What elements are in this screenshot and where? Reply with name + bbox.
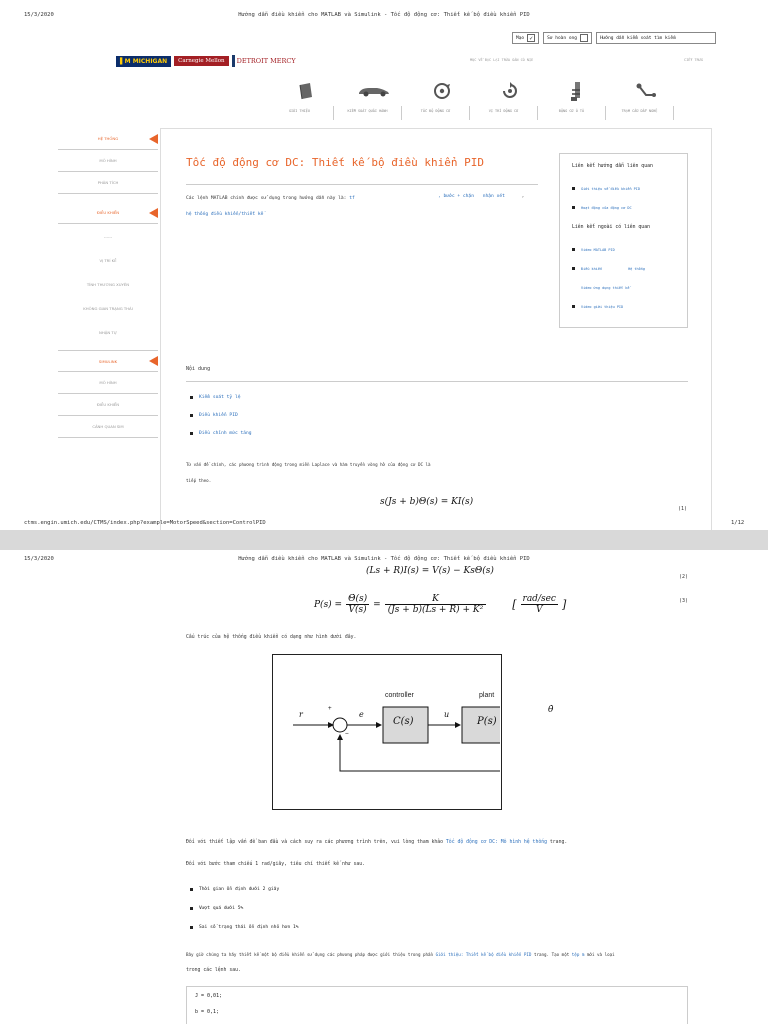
intro-line bbox=[186, 196, 355, 201]
external-link-item[interactable] bbox=[572, 278, 675, 297]
eq3-unit-den: V bbox=[535, 605, 543, 615]
eq3-frac2-num: K bbox=[385, 594, 487, 605]
pid-intro-link[interactable]: Giới thiệu: Thiết kế bộ điều khiển PID bbox=[435, 952, 532, 957]
eq3-equals: = bbox=[373, 599, 381, 610]
eq3-lhs: P(s) = bbox=[314, 599, 343, 610]
criteria-overshoot: Vượt quá dưới 5% bbox=[199, 906, 244, 911]
bullet-icon bbox=[572, 267, 575, 270]
equation-3-number: (3) bbox=[679, 598, 689, 604]
toc-item[interactable] bbox=[190, 406, 252, 424]
tab-pendulum[interactable]: TRẠM CẦU DẪY NGHỆ bbox=[606, 106, 674, 120]
tab-intro[interactable]: GIỚI THIỆU bbox=[266, 106, 334, 120]
setup-text: Đối với thiết lập vấn đề ban đầu và cách suy ra các phương trình trên, vui lòng tham khảo bbox=[186, 840, 444, 845]
top-link-a[interactable]: MỤC VỀ BẠC LẠI TRỪA GÀN CÓ NỊE bbox=[470, 58, 534, 62]
diagram-label-u: u bbox=[444, 710, 450, 719]
diagram-label-e: e bbox=[359, 710, 364, 719]
car-icon[interactable] bbox=[340, 78, 408, 104]
eq3-bracket-close: ] bbox=[561, 598, 567, 611]
sidebar-item-separator: ------ bbox=[103, 233, 113, 239]
design-text-mid: trang. Tạo một bbox=[533, 952, 570, 957]
related-heading-2: Liên kết ngoài có liên quan bbox=[572, 225, 650, 230]
bullet-icon bbox=[190, 907, 193, 910]
page-break bbox=[0, 530, 768, 550]
eq3-frac1-num: Θ̇(s) bbox=[348, 594, 368, 604]
search-option-1[interactable] bbox=[512, 32, 539, 44]
diagram-minus: − bbox=[345, 730, 349, 737]
search-bar bbox=[512, 32, 716, 44]
design-text-end: mới và loại bbox=[586, 952, 615, 957]
external-link-item[interactable] bbox=[572, 297, 675, 316]
sidebar-nav bbox=[58, 128, 158, 438]
external-link-pid-intro-video[interactable]: Video giới thiệu PID bbox=[581, 304, 624, 309]
eq3-frac1-den: V(s) bbox=[348, 605, 367, 615]
bullet-icon bbox=[190, 396, 193, 399]
tab-cruise-control[interactable]: KIỂM SOÁT QUẢI HÀNH bbox=[334, 106, 402, 120]
related-heading-1: Liên kết hướng dẫn liên quan bbox=[572, 164, 653, 169]
active-arrow-icon bbox=[149, 134, 158, 144]
related-link-dc-motor[interactable]: Hoạt động của động cơ DC bbox=[581, 205, 632, 210]
diagram-label-ps: P(s) bbox=[477, 716, 497, 727]
bullet-icon bbox=[572, 187, 575, 190]
external-link-design-video[interactable]: Video ứng dụng thiết kế bbox=[581, 285, 630, 290]
toc-item[interactable] bbox=[190, 388, 252, 406]
bullet-icon bbox=[572, 248, 575, 251]
external-link-system[interactable]: Hệ thống bbox=[628, 266, 645, 271]
print-title: Hướng dẫn điều khiển cho MATLAB và Simulink - Tốc độ động cơ: Thiết kế bộ điều khiển PID bbox=[238, 556, 530, 562]
cmd-link-controlsystemdesigner bbox=[186, 212, 263, 217]
active-arrow-icon bbox=[149, 356, 158, 366]
structure-text: Cấu trúc của hệ thống điều khiển có dạng như hình dưới đây. bbox=[186, 635, 357, 640]
external-link-item[interactable] bbox=[572, 259, 675, 278]
bullet-icon bbox=[572, 305, 575, 308]
diagram-label-controller: controller bbox=[385, 692, 414, 699]
suspension-icon[interactable] bbox=[544, 78, 612, 104]
top-link-b[interactable]: CIỂY TRƯG bbox=[684, 58, 703, 62]
eq3-bracket-open: [ bbox=[512, 598, 517, 611]
bullet-icon bbox=[190, 888, 193, 891]
bullet-icon bbox=[190, 414, 193, 417]
title-divider bbox=[186, 184, 538, 185]
print-url: ctms.engin.umich.edu/CTMS/index.php?example=MotorSpeed&section=ControlPID bbox=[24, 520, 266, 526]
sidebar-item-analysis[interactable]: PHÂN TÍCH bbox=[58, 172, 158, 194]
sidebar-item-sim-control[interactable]: ĐIỀU KHIỂN bbox=[58, 394, 158, 416]
bullet-icon bbox=[190, 432, 193, 435]
diagram-label-plant: plant bbox=[479, 692, 495, 699]
toc-link-proportional[interactable]: Kiểm soát tỷ lệ bbox=[199, 394, 241, 400]
search-input[interactable]: Hướng dẫn kiểm soát tìm kiếm bbox=[596, 32, 716, 44]
criteria-item bbox=[190, 899, 299, 918]
cmd-links-row bbox=[438, 194, 524, 199]
criteria-item bbox=[190, 880, 299, 899]
block-diagram bbox=[272, 654, 554, 810]
sidebar-item-frequency[interactable]: TÍNH THƯƠNG XUYÊN bbox=[86, 281, 130, 287]
equation-1: s(Js + b)Θ(s) = KI(s) bbox=[380, 497, 474, 507]
diagram-label-cs: C(s) bbox=[393, 716, 414, 727]
page-title: Tốc độ động cơ DC: Thiết kế bộ điều khiển PID bbox=[186, 156, 485, 169]
checkbox-icon[interactable] bbox=[580, 34, 588, 42]
checkbox-checked-icon[interactable]: ✓ bbox=[527, 34, 535, 42]
contents-heading: Nội dung bbox=[186, 366, 211, 372]
motor-speed-icon[interactable] bbox=[408, 78, 476, 104]
external-link-matlab-pid[interactable]: Video MATLAB PID bbox=[581, 247, 615, 252]
setup-paragraph bbox=[186, 840, 567, 845]
related-links-panel bbox=[559, 153, 688, 328]
print-date: 15/3/2020 bbox=[24, 556, 54, 562]
block-diagram-svg bbox=[273, 655, 500, 808]
code-block bbox=[186, 986, 688, 1024]
tab-motor-position[interactable]: VỊ TRÍ ĐỘNG CƠ bbox=[470, 106, 538, 120]
tab-motor-speed[interactable]: TỐC ĐỘ ĐỘNG CƠ bbox=[402, 106, 470, 120]
equation-2: (Ls + R)I(s) = V(s) − KsΘ(s) bbox=[366, 566, 494, 576]
sidebar-item-sim-modeling[interactable]: MÔ HÌNH bbox=[58, 372, 158, 394]
intro-text: Các lệnh MATLAB chính được sử dụng trong hướng dẫn này là: bbox=[186, 196, 347, 201]
sidebar-item-system[interactable]: HỆ THỐNG bbox=[58, 128, 158, 150]
related-link-item[interactable] bbox=[572, 179, 675, 198]
search-option-2-label: Sơ hoàn ong bbox=[547, 35, 577, 41]
michigan-logo[interactable]: ▌M MICHIGAN bbox=[116, 56, 171, 67]
cmd-comma: , bbox=[521, 194, 525, 199]
laplace-text-1: Từ vấn đề chính, các phương trình động trong miền Laplace và hàm truyền vòng hở của động cơ DC là bbox=[186, 462, 431, 467]
sidebar-item-modeling[interactable]: MÔ HÌNH bbox=[58, 150, 158, 172]
cmd-link-feedback[interactable]: nhận xét bbox=[482, 194, 505, 199]
section-nav-tabs bbox=[266, 106, 674, 120]
section-icon-row bbox=[272, 78, 680, 104]
university-logos bbox=[116, 55, 298, 67]
carnegie-mellon-logo[interactable]: Carnegie Mellon bbox=[174, 56, 228, 66]
design-paragraph bbox=[186, 952, 615, 957]
book-icon[interactable] bbox=[272, 78, 340, 104]
external-link-control[interactable]: Điều khiển bbox=[581, 266, 603, 271]
control-system-designer-link[interactable]: hệ thống điều khiển/thiết kế bbox=[186, 212, 264, 217]
equation-1-number: (1) bbox=[678, 506, 688, 512]
cmd-link-step[interactable]: , bước + chặn bbox=[438, 194, 474, 199]
sidebar-item-state-space[interactable]: KHÔNG GIAN TRẠNG THÁI bbox=[83, 305, 133, 311]
criteria-intro: Đối với bước tham chiếu 1 rad/giây, tiêu chí thiết kế như sau. bbox=[186, 862, 366, 867]
criteria-settling-time: Thời gian ổn định dưới 2 giây bbox=[199, 887, 280, 892]
design-criteria-list bbox=[190, 880, 299, 937]
criteria-steady-state-error: Sai số trạng thái ổn định nhỏ hơn 1% bbox=[199, 925, 299, 930]
laplace-text-2: tiếp theo. bbox=[186, 478, 212, 483]
diagram-label-r: r bbox=[299, 710, 303, 719]
related-link-item[interactable] bbox=[572, 198, 675, 217]
search-option-2[interactable] bbox=[543, 32, 592, 44]
detroit-mercy-logo[interactable]: DETROIT MERCY bbox=[232, 55, 298, 67]
table-of-contents bbox=[190, 388, 252, 442]
code-line: b = 0,1; bbox=[195, 1009, 220, 1015]
motor-position-icon[interactable] bbox=[476, 78, 544, 104]
code-line: J = 0,01; bbox=[195, 993, 223, 999]
bullet-icon bbox=[190, 926, 193, 929]
tab-suspension[interactable]: ĐỘNG CƠ Ô TÔ bbox=[538, 106, 606, 120]
print-title: Hướng dẫn điều khiển cho MATLAB và Simulink - Tốc độ động cơ: Thiết kế bộ điều khiển PID bbox=[238, 12, 530, 18]
sidebar-item-control[interactable]: ĐIỀU KHIỂN bbox=[58, 202, 158, 224]
toc-item[interactable] bbox=[190, 424, 252, 442]
diagram-label-output: θ̇ bbox=[548, 705, 554, 715]
sidebar-item-sim-scape[interactable]: CẢNH QUAN SIM bbox=[58, 416, 158, 438]
cmd-link-tf[interactable]: tf bbox=[349, 196, 355, 201]
toc-link-pid[interactable]: Điều khiển PID bbox=[199, 412, 238, 418]
m-file-link[interactable]: tệp m bbox=[571, 952, 585, 957]
search-option-1-label: Mạo bbox=[516, 35, 525, 41]
pendulum-icon[interactable] bbox=[612, 78, 680, 104]
sidebar-item-simulink[interactable]: SIMULINK bbox=[58, 350, 158, 372]
system-modeling-link[interactable]: Tốc độ động cơ DC: Mô hình hệ thống bbox=[445, 840, 548, 845]
equation-2-number: (2) bbox=[679, 574, 689, 580]
design-paragraph-2: trong các lệnh sau. bbox=[186, 968, 241, 973]
equation-3 bbox=[314, 594, 566, 615]
sidebar-item-digital[interactable]: NHẬN TỰ bbox=[99, 329, 117, 335]
eq3-unit-num: rad/sec bbox=[522, 594, 556, 604]
bullet-icon bbox=[572, 206, 575, 209]
diagram-plus: + bbox=[328, 705, 332, 712]
contents-divider bbox=[186, 381, 688, 382]
external-link-item[interactable] bbox=[572, 240, 675, 259]
setup-text-end: trang. bbox=[549, 840, 568, 845]
design-text: Bây giờ chúng ta hãy thiết kế một bộ điều khiển sử dụng các phương pháp được giới thiệu trong phần bbox=[186, 952, 434, 957]
eq3-frac2-den: (Js + b)(Ls + R) + K² bbox=[387, 605, 484, 615]
print-date: 15/3/2020 bbox=[24, 12, 54, 18]
toc-link-tuning[interactable]: Điều chỉnh mức tăng bbox=[199, 430, 252, 436]
criteria-item bbox=[190, 918, 299, 937]
active-arrow-icon bbox=[149, 208, 158, 218]
related-link-pid-intro[interactable]: Giới thiệu về điều khiển PID bbox=[581, 186, 641, 191]
sidebar-item-root-locus[interactable]: VỊ TRÍ KỀ bbox=[99, 257, 117, 263]
print-page-number: 1/12 bbox=[731, 520, 745, 526]
print-page-2 bbox=[0, 550, 768, 1024]
